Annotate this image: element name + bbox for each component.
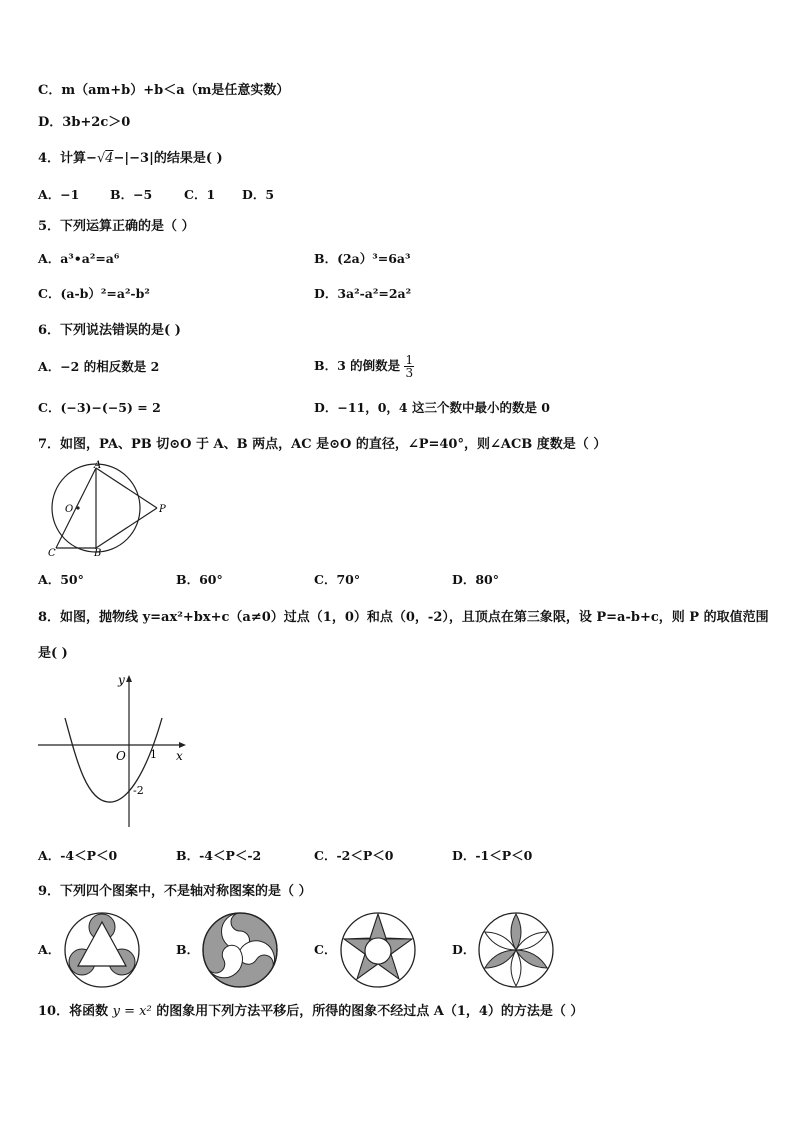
q9-label-c: C．	[314, 942, 337, 957]
q8-label-one: 1	[150, 748, 157, 761]
q4-radicand: 4	[105, 151, 114, 166]
q6-option-a: A．−2 的相反数是 2	[38, 359, 160, 374]
q8-label-origin: O	[116, 749, 126, 763]
q7-stem: 7．如图，PA、PB 切⊙O 于 A、B 两点，AC 是⊙O 的直径，∠P=40°，则∠ACB 度数是（ ）	[38, 437, 607, 452]
q4-sqrt: √4	[96, 151, 114, 166]
q7-label-b: B	[94, 548, 102, 559]
q4-stem	[38, 150, 223, 168]
q8-x-arrow	[179, 742, 186, 748]
q6-option-b-text: B．3 的倒数是	[314, 358, 401, 373]
q7-label-a: A	[94, 460, 102, 471]
q7-option-c: C．70°	[314, 572, 361, 587]
q5-option-a: A．a³•a²=a⁶	[38, 251, 120, 266]
q9-label-a: A．	[38, 942, 61, 957]
q5-stem: 5．下列运算正确的是（ ）	[38, 219, 195, 234]
q8-label-x: x	[176, 749, 183, 763]
q6-option-b	[314, 350, 414, 382]
q9-pattern-c	[338, 910, 418, 990]
q5-option-c: C．(a-b）²=a²-b²	[38, 286, 150, 301]
q6-option-c: C．(−3)−(−5) = 2	[38, 400, 161, 415]
q10-stem-pre: 10．将函数	[38, 1004, 109, 1019]
q7-circle-figure	[36, 460, 171, 565]
q6-fraction	[404, 354, 414, 379]
q8-parabola-figure	[36, 672, 196, 834]
q4-option-a: A．−1	[38, 187, 80, 202]
q7-tangent-pb	[96, 508, 157, 548]
q9-pattern-a	[62, 910, 142, 990]
q8-y-arrow	[126, 675, 132, 682]
q9-stem: 9．下列四个图案中，不是轴对称图案的是（ ）	[38, 884, 312, 899]
q5-option-b: B．(2a）³=6a³	[314, 251, 411, 266]
q6-fraction-num: 1	[405, 353, 414, 367]
q10-stem	[38, 1003, 583, 1021]
q3-option-c: C．m（am+b）+b＜a（m是任意实数）	[38, 83, 290, 98]
q8-stem-line2: 是( )	[38, 646, 68, 661]
q8-option-d: D．-1＜P＜0	[452, 848, 533, 863]
q7-tangent-pa	[96, 468, 157, 508]
q8-parabola	[65, 718, 162, 802]
q6-option-d: D．−11，0，4 这三个数中最小的数是 0	[314, 400, 551, 415]
q9-label-d: D．	[452, 942, 476, 957]
q3-option-d: D．3b+2c＞0	[38, 115, 131, 130]
q4-stem-pre: 4．计算−	[38, 151, 97, 166]
q7-option-b: B．60°	[176, 572, 223, 587]
q7-label-c: C	[48, 548, 56, 559]
q10-function: y = x²	[112, 1004, 152, 1019]
q8-label-y: y	[118, 673, 125, 687]
q8-label-neg2: -2	[133, 784, 144, 797]
q8-option-b: B．-4＜P＜-2	[176, 848, 262, 863]
q7-option-d: D．80°	[452, 572, 499, 587]
q6-fraction-den: 3	[405, 366, 414, 380]
q9-pattern-b	[200, 910, 280, 990]
q7-center-dot	[76, 506, 79, 509]
q10-stem-post: 的图象用下列方法平移后，所得的图象不经过点 A（1，4）的方法是（ ）	[156, 1004, 584, 1019]
q4-option-d: D．5	[242, 187, 275, 202]
q8-option-a: A．-4＜P＜0	[38, 848, 118, 863]
q5-option-d: D．3a²-a²=2a²	[314, 286, 412, 301]
q7-label-o: O	[65, 504, 74, 515]
q4-option-b: B．−5	[110, 187, 153, 202]
q8-stem-line1: 8．如图，抛物线 y=ax²+bx+c（a≠0）过点（1，0）和点（0，-2），且顶点在第三象限，设 P=a-b+c，则 P 的取值范围	[38, 610, 769, 625]
q8-option-c: C．-2＜P＜0	[314, 848, 394, 863]
q4-stem-post: −|−3|的结果是( )	[113, 151, 223, 166]
q9-pattern-d	[476, 910, 556, 990]
q4-option-c: C．1	[184, 187, 216, 202]
q7-label-p: P	[159, 504, 166, 515]
q7-option-a: A．50°	[38, 572, 84, 587]
q6-stem: 6．下列说法错误的是( )	[38, 323, 181, 338]
q9-label-b: B．	[176, 942, 200, 957]
